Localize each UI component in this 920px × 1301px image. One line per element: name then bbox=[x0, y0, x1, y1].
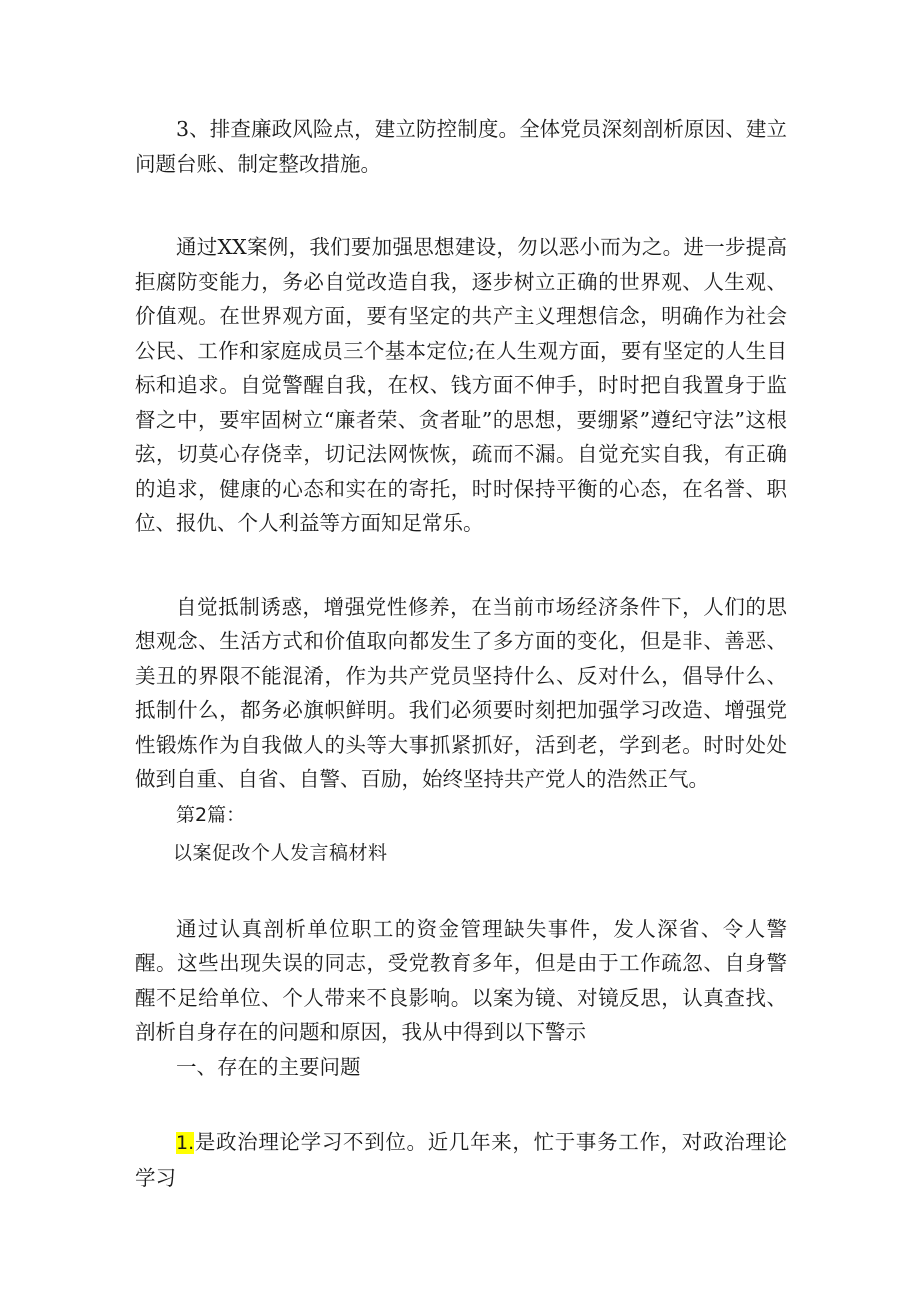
section-title: 以案促改个人发言稿材料 bbox=[173, 842, 388, 864]
document-body bbox=[135, 112, 787, 1195]
heading-main-problems: 一、存在的主要问题 bbox=[176, 1054, 361, 1079]
paragraph-case-analysis: 通过认真剖析单位职工的资金管理缺失事件，发人深省、令人警醒。这些出现失误的同志，受党教育多年，但是由于工作疏忽、自身警醒不足给单位、个人带来不良影响。以案为镜、对镜反思，认真查找、剖析自身存在的问题和原因，我从中得到以下警示 bbox=[135, 916, 787, 1044]
list-item-number: 1. bbox=[176, 1132, 195, 1154]
list-item-1 bbox=[135, 1125, 787, 1195]
section-label-text: 第2篇： bbox=[176, 803, 246, 826]
list-item-text: 是政治理论学习不到位。近几年来，忙于事务工作，对政治理论学习 bbox=[135, 1130, 787, 1190]
paragraph-resist-temptation: 自觉抵制诱惑，增强党性修养，在当前市场经济条件下，人们的思想观念、生活方式和价值取向都发生了多方面的变化，但是非、善恶、美丑的界限不能混淆，作为共产党员坚持什么、反对什么，倡导什么、抵制什么，都务必旗帜鲜明。我们必须要时刻把加强学习改造、增强党性锻炼作为自我做人的头等大事抓紧抓好，活到老，学到老。时时处处做到自重、自省、自警、百励，始终坚持共产党人的浩然正气。 bbox=[135, 594, 787, 791]
section-label bbox=[135, 797, 787, 833]
paragraph-prevention-system: 3、排查廉政风险点，建立防控制度。全体党员深刻剖析原因、建立问题台账、制定整改措施。 bbox=[135, 117, 787, 176]
paragraph-ideological-building: 通过XX案例，我们要加强思想建设，勿以恶小而为之。进一步提高拒腐防变能力，务必自觉改造自我，逐步树立正确的世界观、人生观、价值观。在世界观方面，要有坚定的共产主义理想信念，明确作为社会公民、工作和家庭成员三个基本定位;在人生观方面，要有坚定的人生目标和追求。自觉警醒自我，在权、钱方面不伸手，时时把自我置身于监督之中，要牢固树立“廉者荣、贪者耻”的思想，要绷紧”遵纪守法”这根弦，切莫心存侥幸，切记法网恢恢，疏而不漏。自觉充实自我，有正确的追求，健康的心态和实在的寄托，时时保持平衡的心态，在名誉、职位、报仇、个人利益等方面知足常乐。 bbox=[135, 235, 787, 535]
